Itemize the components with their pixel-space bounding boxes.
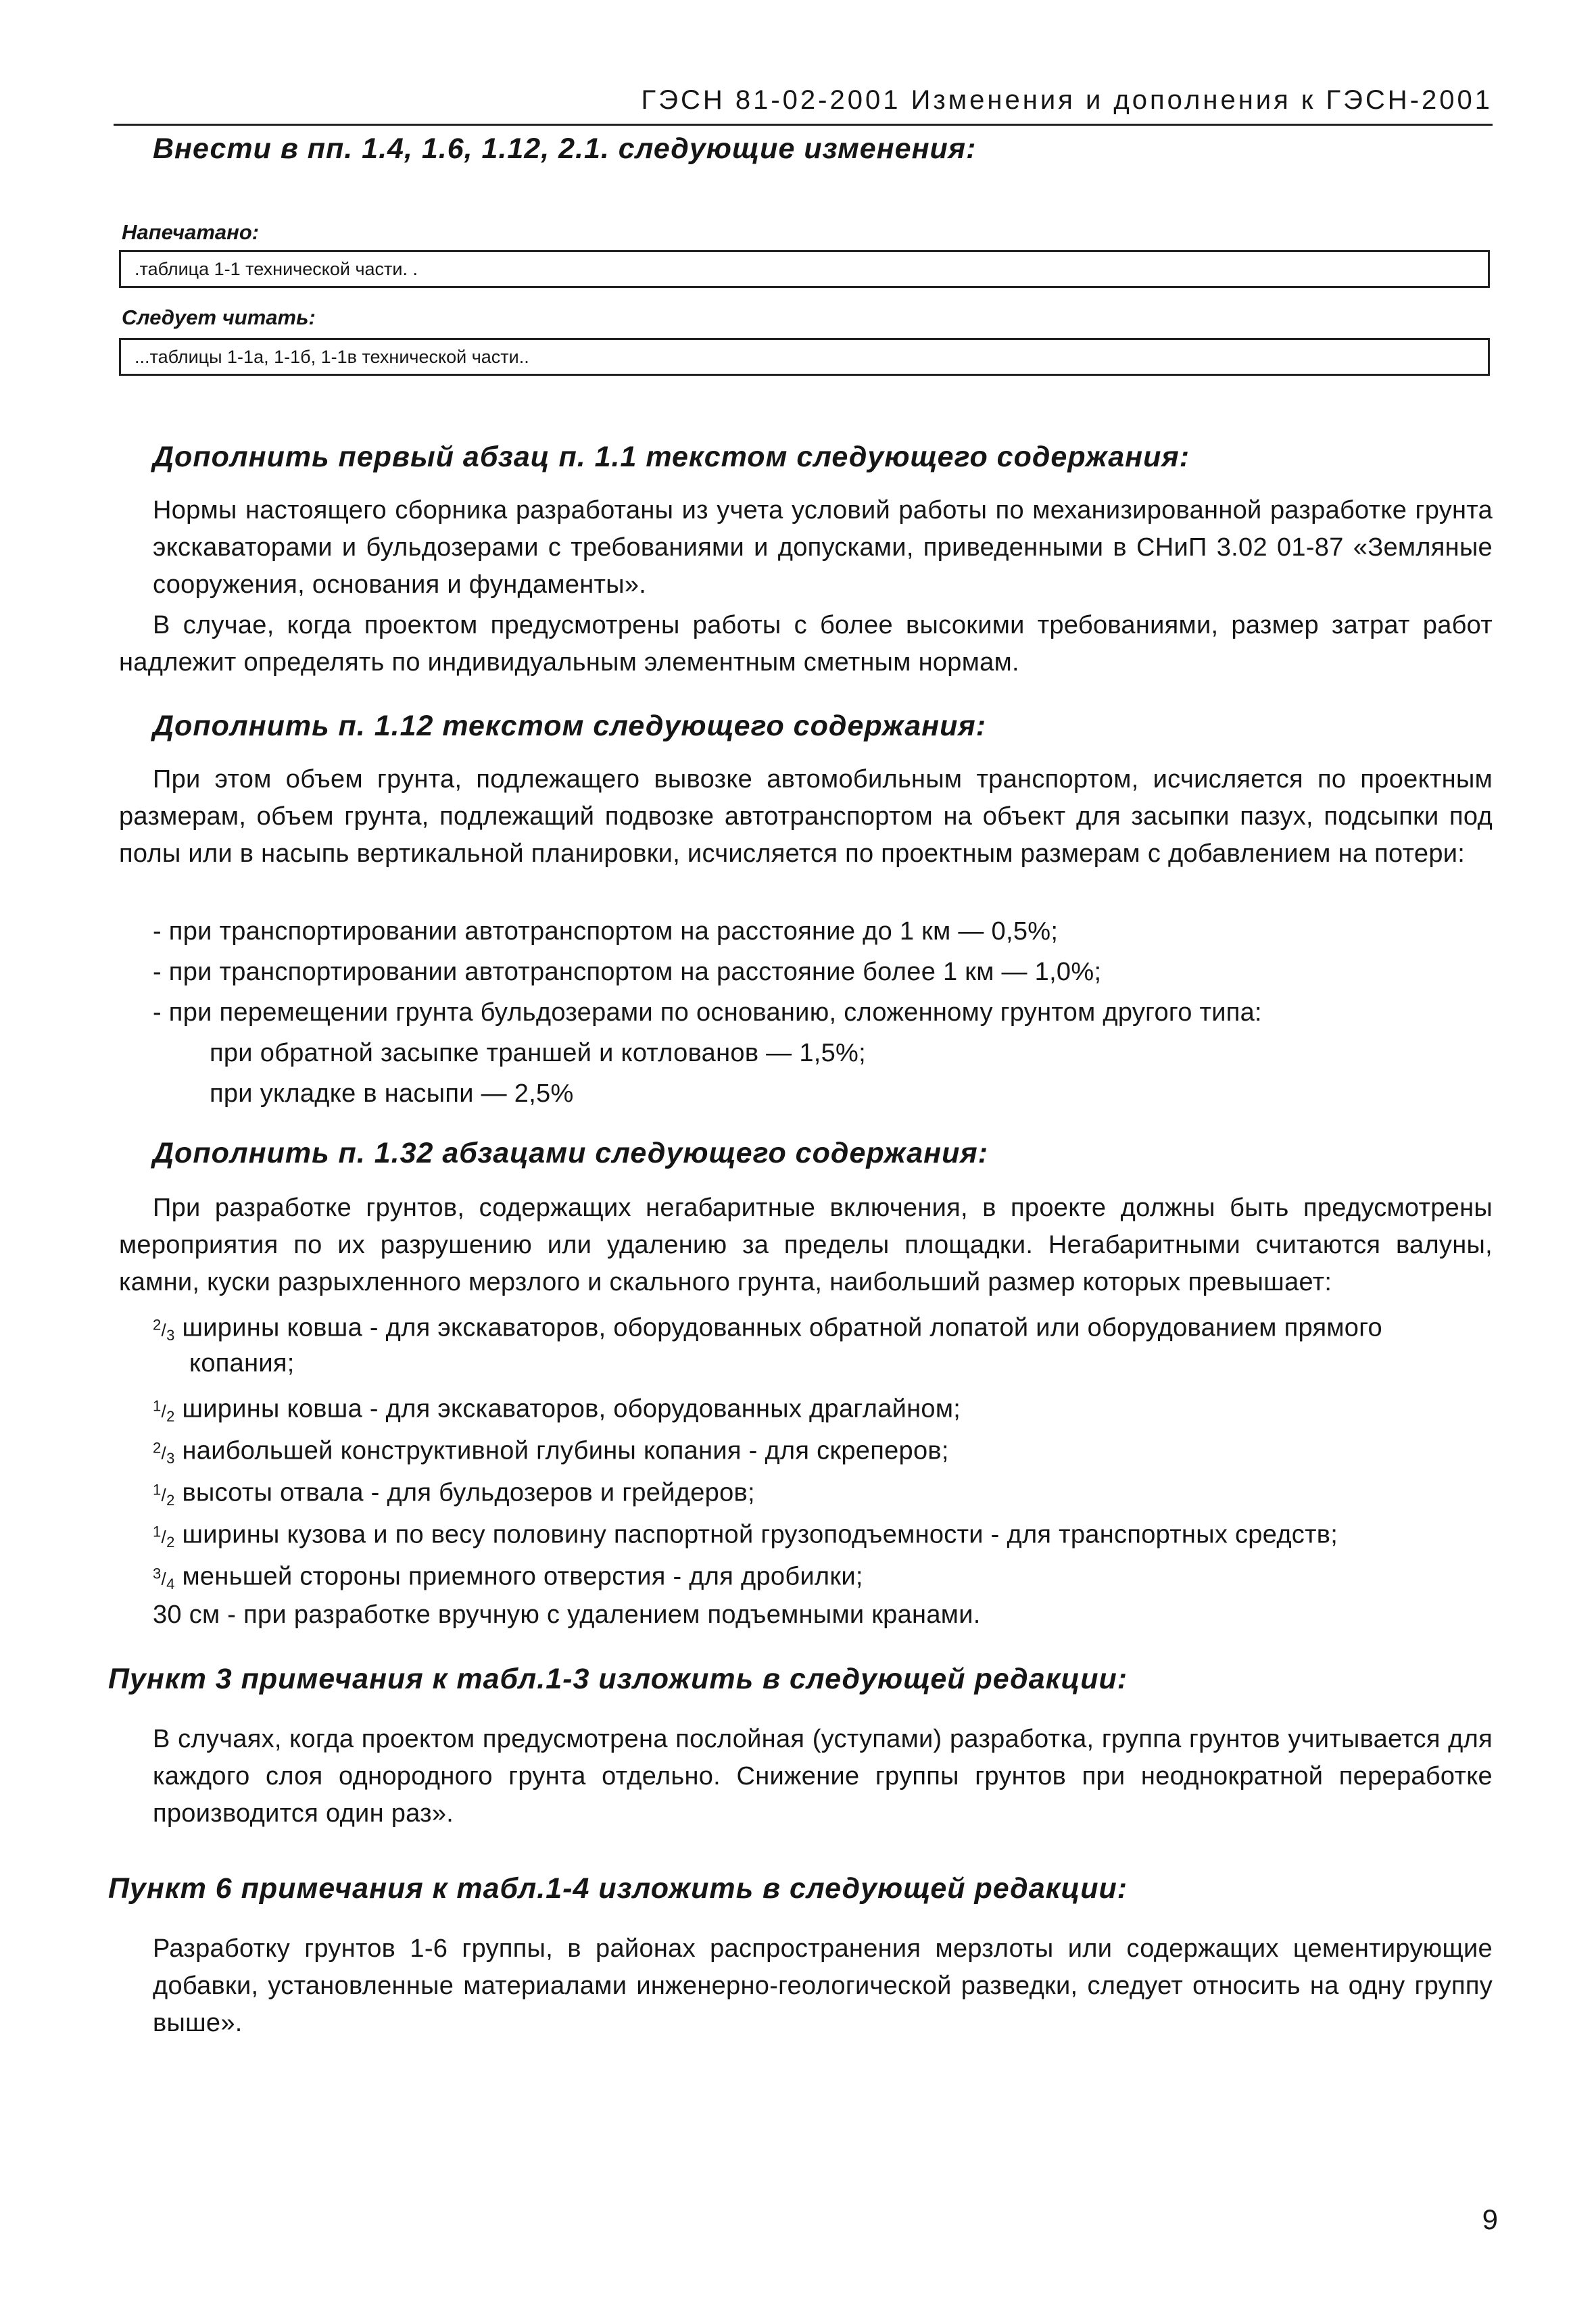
printed-text: .таблица 1-1 технической части. .	[135, 259, 418, 279]
fraction: $^2/_3$	[153, 1439, 175, 1467]
fraction-item-text: меньшей стороны приемного отверстия - для дробилки;	[182, 1562, 863, 1591]
paragraph-high-requirements	[119, 607, 1493, 681]
fraction-item	[153, 1387, 961, 1435]
fraction: $^1/_2$	[153, 1481, 175, 1509]
fraction-numerator: 2	[153, 1439, 162, 1456]
fraction-denominator: 2	[166, 1491, 175, 1509]
read-text-box	[119, 338, 1490, 376]
paragraph-norms-text: Нормы настоящего сборника разработаны из учета условий работы по механизированной разработке грунта экскаваторами и бульдозерами с требованиями и допусками, приведенными в СНиП 3.02 01-87 «Земляные сооружения, основания и фундаменты».	[153, 496, 1493, 599]
fraction-numerator: 3	[153, 1565, 162, 1582]
fraction-numerator: 2	[153, 1316, 162, 1333]
section-heading-table-1-3: Пункт 3 примечания к табл.1-3 изложить в следующей редакции:	[108, 1663, 1128, 1695]
page-number: 9	[1482, 2203, 1498, 2235]
paragraph-oversize	[119, 1190, 1493, 1301]
fraction-numerator: 1	[153, 1397, 162, 1414]
fraction-item	[153, 1429, 949, 1477]
fraction: $^2/_3$	[153, 1316, 175, 1344]
fraction-item	[153, 1471, 755, 1519]
running-header: ГЭСН 81-02-2001 Изменения и дополнения к ГЭСН-2001	[114, 85, 1493, 126]
fraction-item-text: высоты отвала - для бульдозеров и грейдеров;	[182, 1478, 755, 1507]
list-item: - при транспортировании автотранспортом на расстояние более 1 км — 1,0%;	[153, 958, 1102, 986]
list-item: - при перемещении грунта бульдозерами по основанию, сложенному грунтом другого типа:	[153, 998, 1262, 1027]
fraction: $^3/_4$	[153, 1565, 175, 1592]
paragraph-soil-volume-text: При этом объем грунта, подлежащего вывозке автомобильным транспортом, исчисляется по проектным размерам, объем грунта, подлежащий подвозке автотранспортом на объект для засыпки пазух, подсыпки под полы или в насыпь вертикальной планировки, исчисляется по проектным размерам с добавлением на потери:	[119, 765, 1493, 868]
list-item-last: 30 см - при разработке вручную с удалением подъемными кранами.	[153, 1601, 981, 1629]
fraction-item	[153, 1513, 1338, 1561]
fraction-item-continuation: копания;	[189, 1349, 295, 1378]
section-heading-1-1: Дополнить первый абзац п. 1.1 текстом следующего содержания:	[153, 441, 1190, 473]
fraction-denominator: 4	[166, 1575, 175, 1592]
paragraph-permafrost	[153, 1930, 1493, 2042]
paragraph-soil-volume	[119, 761, 1493, 873]
fraction-denominator: 3	[166, 1449, 175, 1467]
fraction-denominator: 3	[166, 1326, 175, 1344]
paragraph-oversize-text: При разработке грунтов, содержащих негабаритные включения, в проекте должны быть предусмотрены мероприятия по их разрушению или удалению за пределы площадки. Негабаритными считаются валуны, камни, куски разрыхленного мерзлого и скального грунта, наибольший размер которых превышает:	[119, 1194, 1493, 1296]
read-label: Следует читать:	[122, 306, 316, 329]
printed-label: Напечатано:	[122, 220, 260, 244]
fraction-numerator: 1	[153, 1523, 162, 1540]
fraction-denominator: 2	[166, 1533, 175, 1551]
paragraph-high-requirements-text: В случае, когда проектом предусмотрены работы с более высокими требованиями, размер затрат работ надлежит определять по индивидуальным элементным сметным нормам.	[119, 611, 1493, 677]
list-subitem: при укладке в насыпи — 2,5%	[210, 1079, 574, 1108]
section-heading-table-1-4: Пункт 6 примечания к табл.1-4 изложить в следующей редакции:	[108, 1872, 1128, 1905]
paragraph-norms	[153, 492, 1493, 604]
fraction: $^1/_2$	[153, 1523, 175, 1551]
paragraph-permafrost-text: Разработку грунтов 1-6 группы, в районах распространения мерзлоты или содержащих цементирующие добавки, установленные материалами инженерно-геологической разведки, следует относить на одну группу выше».	[153, 1934, 1493, 2037]
read-text: ...таблицы 1-1а, 1-1б, 1-1в технической части..	[135, 347, 529, 367]
fraction-denominator: 2	[166, 1407, 175, 1425]
fraction-numerator: 1	[153, 1481, 162, 1498]
printed-text-box	[119, 250, 1490, 288]
fraction-item-text: ширины ковша - для экскаваторов, оборудованных обратной лопатой или оборудованием прямого	[182, 1313, 1382, 1342]
section-heading-1-32: Дополнить п. 1.32 абзацами следующего содержания:	[153, 1137, 989, 1169]
fraction-item	[153, 1306, 1382, 1354]
list-subitem: при обратной засыпке траншей и котлованов — 1,5%;	[210, 1039, 867, 1067]
fraction-item-text: ширины ковша - для экскаваторов, оборудованных драглайном;	[182, 1394, 961, 1423]
list-item: - при транспортировании автотранспортом на расстояние до 1 км — 0,5%;	[153, 917, 1059, 946]
paragraph-layered	[153, 1721, 1493, 1832]
section-heading-changes: Внести в пп. 1.4, 1.6, 1.12, 2.1. следующие изменения:	[153, 132, 977, 165]
fraction: $^1/_2$	[153, 1397, 175, 1425]
section-heading-1-12: Дополнить п. 1.12 текстом следующего содержания:	[153, 710, 987, 742]
paragraph-layered-text: В случаях, когда проектом предусмотрена послойная (уступами) разработка, группа грунтов учитывается для каждого слоя однородного грунта отдельно. Снижение группы грунтов при неоднократной переработке производится один раз».	[153, 1725, 1493, 1828]
fraction-item-text: ширины кузова и по весу половину паспортной грузоподъемности - для транспортных средств;	[182, 1520, 1338, 1549]
fraction-item-text: наибольшей конструктивной глубины копания - для скреперов;	[182, 1436, 949, 1465]
fraction-item	[153, 1555, 863, 1603]
